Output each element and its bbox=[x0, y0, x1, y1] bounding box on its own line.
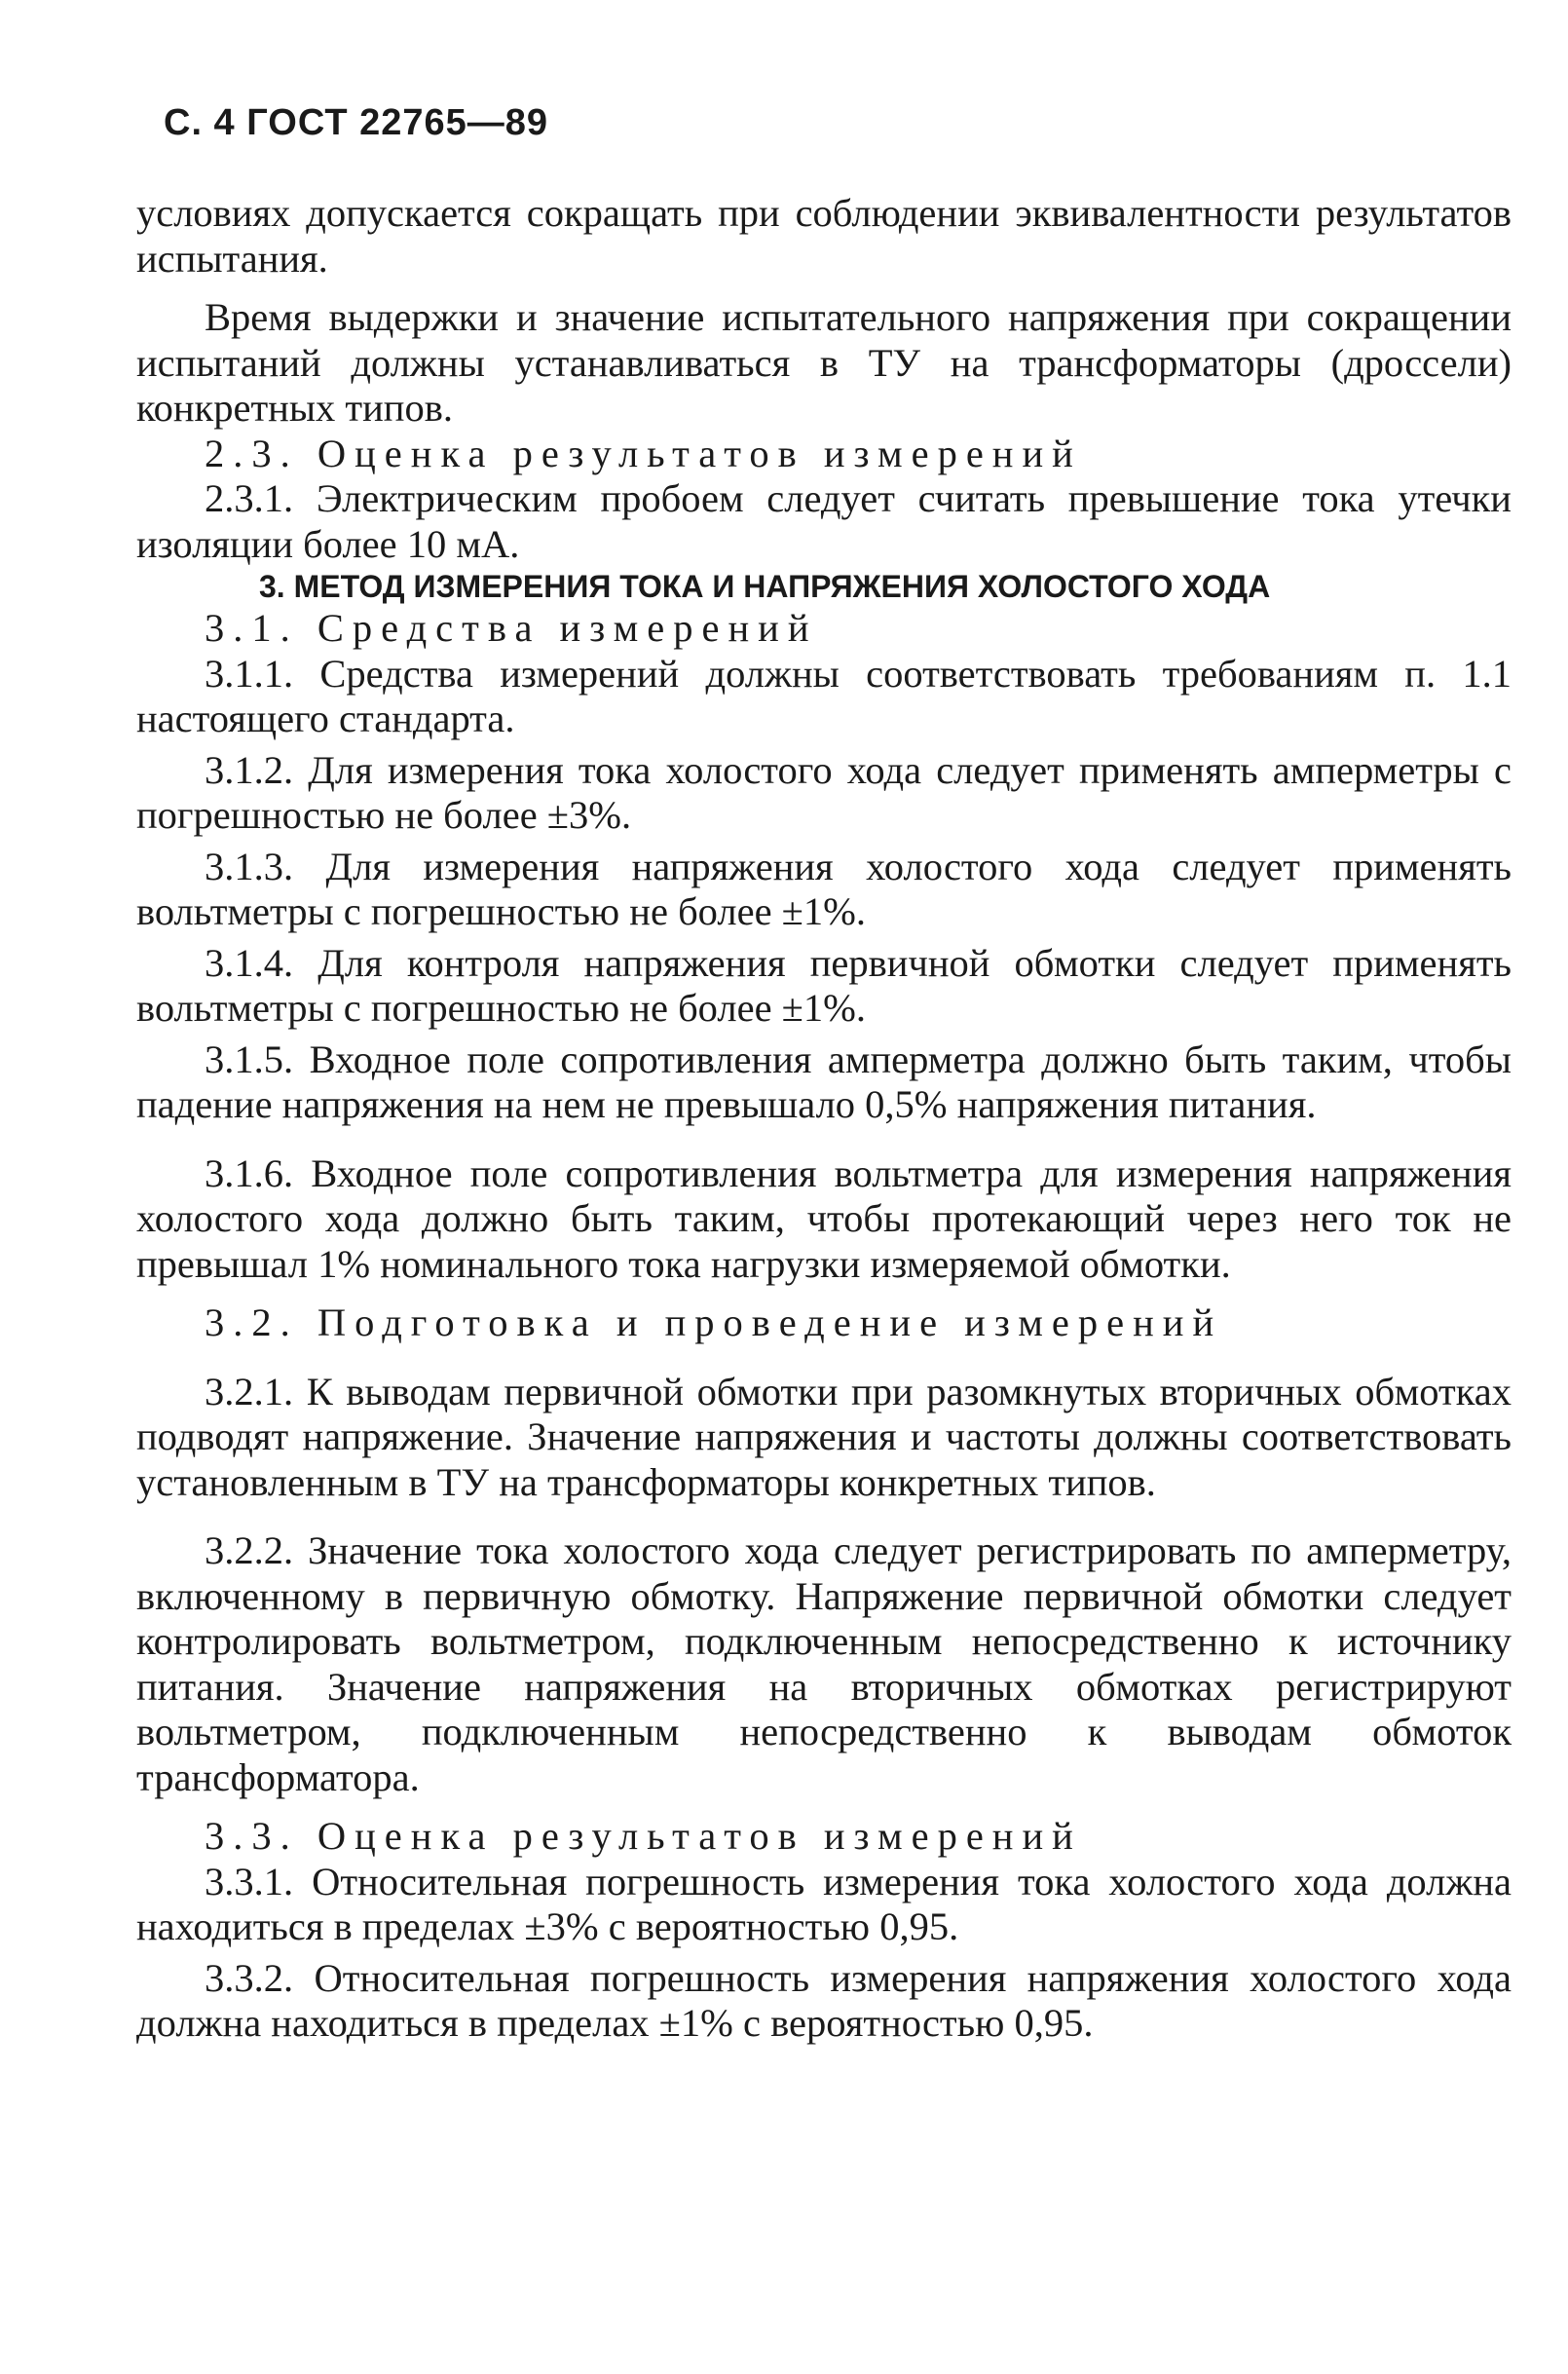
paragraph-3-3-1: 3.3.1. Относительная погрешность измерения тока холостого хода должна находиться в пределах ±3% с вероятностью 0,95. bbox=[136, 1859, 1512, 1948]
paragraph-3-1-5: 3.1.5. Входное поле сопротивления амперметра должно быть таким, чтобы падение напряжения на нем не превышало 0,5% напряжения питания. bbox=[136, 1036, 1512, 1126]
paragraph-3-2-1: 3.2.1. К выводам первичной обмотки при разомкнутых вторичных обмотках подводят напряжение. Значение напряжения и частоты должны соответствовать установленным в ТУ на трансформаторы конкретных типов. bbox=[136, 1369, 1512, 1504]
subsection-heading-2-3: 2.3. Оценка результатов измерений bbox=[205, 431, 1082, 475]
document-body bbox=[136, 191, 1512, 2047]
paragraph-3-1-6: 3.1.6. Входное поле сопротивления вольтметра для измерения напряжения холостого хода должно быть таким, чтобы протекающий через него ток не превышал 1% номинального тока нагрузки измеряемой обмотки. bbox=[136, 1150, 1512, 1286]
subsection-heading-3-3: 3.3. Оценка результатов измерений bbox=[205, 1814, 1082, 1858]
paragraph-3-1-4: 3.1.4. Для контроля напряжения первичной обмотки следует применять вольтметры с погрешностью не более ±1%. bbox=[136, 940, 1512, 1030]
subsection-heading-3-1: 3.1. Средства измерений bbox=[205, 606, 818, 650]
paragraph-continuation: условиях допускается сокращать при соблюдении эквивалентности результатов испытания. bbox=[136, 191, 1512, 281]
paragraph-3-1-3: 3.1.3. Для измерения напряжения холостого хода следует применять вольтметры с погрешностью не более ±1%. bbox=[136, 844, 1512, 933]
section-3-title: 3. МЕТОД ИЗМЕРЕНИЯ ТОКА И НАПРЯЖЕНИЯ ХОЛОСТОГО ХОДА bbox=[259, 569, 1271, 604]
paragraph-3-1-1: 3.1.1. Средства измерений должны соответствовать требованиям п. 1.1 настоящего стандарта. bbox=[136, 651, 1512, 740]
running-header: С. 4 ГОСТ 22765—89 bbox=[164, 102, 549, 143]
paragraph-3-3-2: 3.3.2. Относительная погрешность измерения напряжения холостого хода должна находиться в пределах ±1% с вероятностью 0,95. bbox=[136, 1955, 1512, 2045]
paragraph-2-3-1: 2.3.1. Электрическим пробоем следует считать превышение тока утечки изоляции более 10 мА. bbox=[136, 476, 1512, 566]
subsection-heading-3-2: 3.2. Подготовка и проведение измерений bbox=[205, 1300, 1223, 1344]
paragraph-3-2-2: 3.2.2. Значение тока холостого хода следует регистрировать по амперметру, включенному в первичную обмотку. Напряжение первичной обмотки следует контролировать вольтметром, подключенным непосредственно к источнику питания. Значение напряжения на вторичных обмотках регистрируют вольтметром, подключенным непосредственно к выводам обмоток трансформатора. bbox=[136, 1528, 1512, 1799]
paragraph-test-duration: Время выдержки и значение испытательного напряжения при сокращении испытаний должны устанавливаться в ТУ на трансформаторы (дроссели) конкретных типов. bbox=[136, 295, 1512, 430]
paragraph-3-1-2: 3.1.2. Для измерения тока холостого хода следует применять амперметры с погрешностью не более ±3%. bbox=[136, 747, 1512, 837]
